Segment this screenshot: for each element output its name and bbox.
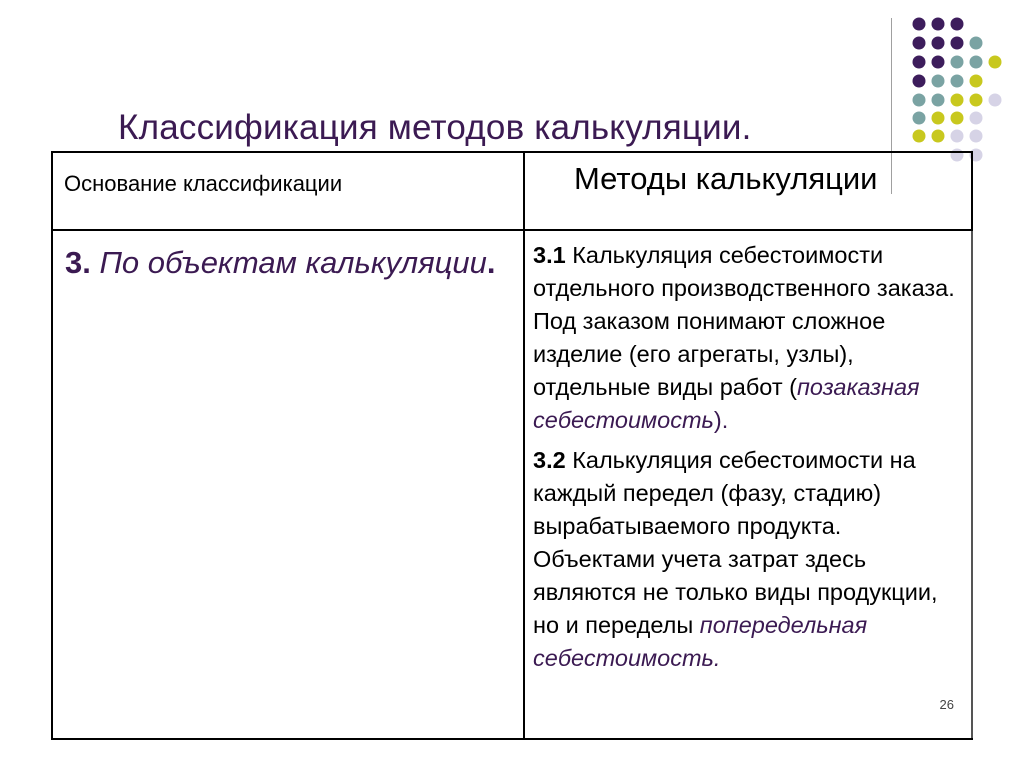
decorative-dot [932,75,945,88]
decorative-dot [970,37,983,50]
decorative-dot [951,37,964,50]
decorative-dot [913,112,926,125]
decorative-dot [951,56,964,69]
method-3-1 [533,239,963,437]
classification-table [51,151,973,740]
decorative-dot [932,37,945,50]
decorative-dot [932,94,945,107]
decorative-dot [989,56,1002,69]
decorative-dot [989,94,1002,107]
method-3-2-number: 3.2 [533,447,566,473]
classification-basis-cell [52,230,524,739]
basis-period: . [486,245,496,280]
table-row [52,230,972,739]
decorative-dot [951,130,964,143]
decorative-dot [913,130,926,143]
header-calculation-methods: Методы калькуляции [524,152,972,230]
method-3-2 [533,444,963,675]
decorative-dot [932,18,945,31]
header-basis-of-classification: Основание классификации [52,152,524,230]
basis-number: 3. [65,245,91,280]
decorative-dot [913,56,926,69]
decorative-dot [951,94,964,107]
decorative-dot [970,112,983,125]
decorative-dot [932,130,945,143]
decorative-dot [932,56,945,69]
decorative-dot [913,37,926,50]
decorative-dot [951,112,964,125]
decorative-dot [951,18,964,31]
method-3-1-number: 3.1 [533,242,566,268]
basis-text: По объектам калькуляции [90,245,487,280]
decorative-dot [951,75,964,88]
methods-cell [524,230,972,739]
method-3-1-end: ). [713,407,729,433]
page-title: Классификация методов калькуляции. [118,108,752,147]
decorative-dot [970,75,983,88]
decorative-dot [913,75,926,88]
method-3-1-text: Калькуляция себестоимости отдельного производственного заказа. Под заказом понимают сложное изделие (его агрегаты, узлы), отдельные виды работ ( [533,242,955,400]
decorative-dot [970,130,983,143]
decorative-dot [913,18,926,31]
decorative-dot [970,94,983,107]
method-3-2-term: попередельная себестоимость. [533,612,868,671]
table-header-row [52,152,972,230]
decorative-dot [913,94,926,107]
decorative-dot [970,56,983,69]
page-number: 26 [939,697,954,712]
method-3-2-text: Калькуляция себестоимости на каждый передел (фазу, стадию) вырабатываемого продукта. Объектами учета затрат здесь являются не только виды продукции, но и переделы [533,447,938,638]
decorative-dot [932,112,945,125]
method-3-1-term: позаказная себестоимость [533,374,920,433]
